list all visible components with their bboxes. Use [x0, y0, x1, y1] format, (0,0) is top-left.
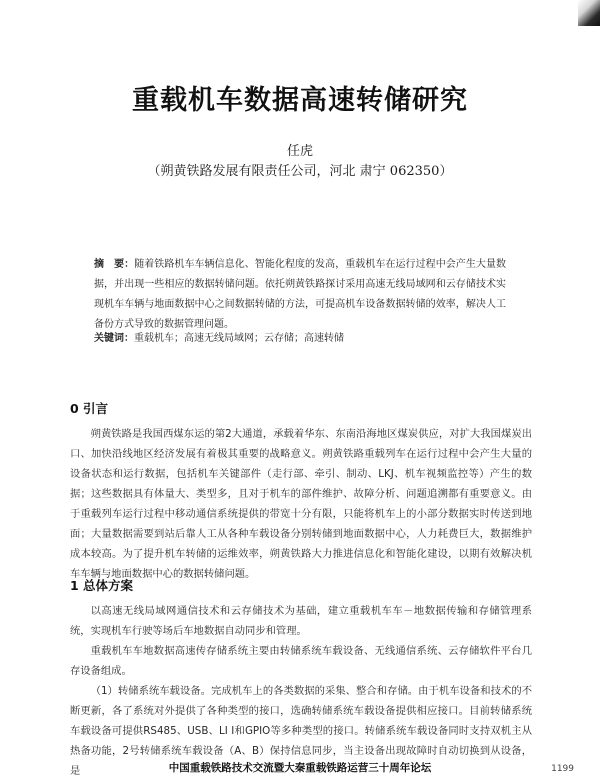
abstract-text: 随着铁路机车车辆信息化、智能化程度的发高，重载机车在运行过程中会产生大量数据，并出现一些相应的数据转储问题。依托朔黄铁路探讨采用高速无线局域网和云存储技术实现机车车辆与地面数据中心之间数据转储的方法，可提高机车设备数据转储的效率，解决人工备份方式导致的数据管理问题。: [94, 259, 507, 330]
paragraph: 朔黄铁路是我国西煤东运的第2大通道，承载着华东、东南沿海地区煤炭供应，对扩大我国煤炭出口、加快沿线地区经济发展有着极其重要的战略意义。朔黄铁路重载列车在运行过程中会产生大量的设备状态和运行数据，包括机车关键部件（走行部、牵引、制动、LKJ、机车视频监控等）产生的数据；这些数据具有体量大、类型多，且对于机车的部件维护、故障分析、问题追溯都有重要意义。由于重载列车运行过程中移动通信系统提供的带宽十分有限，只能将机车上的小部分数据实时传送到地面；大量数据需要到站后靠人工从各种车载设备分别转储到地面数据中心，人力耗费巨大，数据维护成本较高。为了提升机车转储的运维效率，朔黄铁路大力推进信息化和智能化建设，以期有效解决机车车辆与地面数据中心的数据转储问题。: [70, 428, 532, 580]
paper-title: 重载机车数据高速转储研究: [132, 85, 468, 116]
page-number: 1199: [551, 764, 574, 774]
section-heading-introduction: 0 引言: [70, 401, 109, 416]
keywords: [94, 331, 506, 347]
keywords-label: 关键词：: [94, 333, 134, 344]
section-heading-overall-scheme: 1 总体方案: [70, 578, 134, 593]
keywords-text: 重载机车；高速无线局域网；云存储；高速转储: [134, 333, 344, 344]
paragraph: 以高速无线局域网通信技术和云存储技术为基础，建立重载机车车－地数据传输和存储管理系统，实现机车行驶等场后车地数据自动同步和管理。: [70, 605, 532, 637]
abstract: [94, 255, 506, 335]
scan-corner-mark: [578, 0, 600, 26]
paragraph: （1）转储系统车载设备。完成机车上的各类数据的采集、整合和存储。由于机车设备和技术的不断更新，各了系统对外提供了各种类型的接口，选确转储系统车载设备提供相应接口。目前转储系统车载设备可提供RS485、USB、LI I和GPIO等多种类型的接口。转储系统车载设备同时支持双机主从热备功能，2号转储系统车载设备（A、B）保持信息同步，当主设备出现故障时自动切换到从设备，是: [70, 685, 532, 777]
paragraph: 重载机车车地数据高速传存储系统主要由转储系统车载设备、无线通信系统、云存储软件平台几存设备组成。: [70, 645, 532, 677]
section-body-introduction: [70, 424, 532, 584]
author-affiliation: （朔黄铁路发展有限责任公司，河北 肃宁 062350）: [147, 164, 453, 179]
author-name: 任虎: [286, 144, 313, 159]
abstract-label: 摘 要：: [94, 259, 135, 270]
section-body-overall-scheme: [70, 601, 532, 781]
journal-footer: 中国重载铁路技术交流暨大秦重载铁路运营三十周年论坛: [168, 762, 432, 774]
